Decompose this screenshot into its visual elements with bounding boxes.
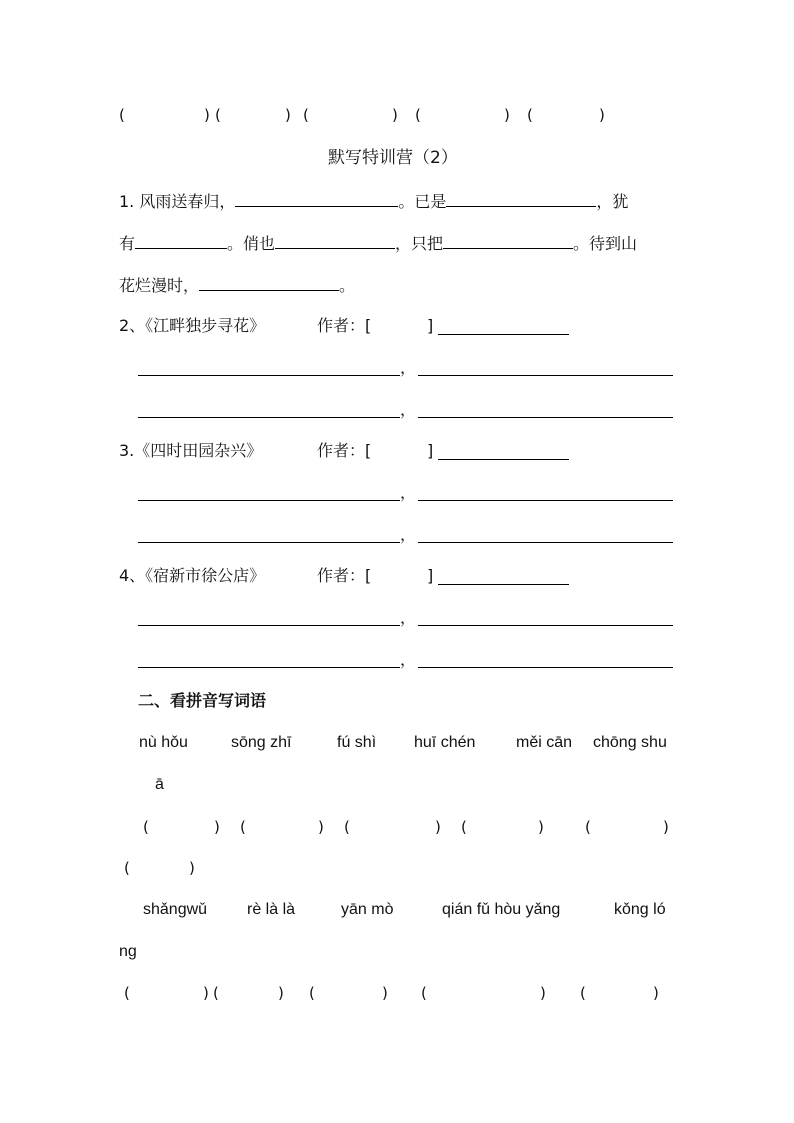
paren-close: ) [599,106,605,124]
paren-open: ( [213,984,219,1002]
pinyin-word: rè là là [247,901,296,918]
q1-line-1 [119,190,628,212]
verse-answer-line[interactable] [138,500,400,501]
paren-open: ( [240,818,246,836]
comma: ， [400,650,417,669]
verse-answer-line[interactable] [418,417,673,418]
answer-blank[interactable] [135,232,227,249]
verse-answer-line[interactable] [418,625,673,626]
verse-answer-line[interactable] [138,625,400,626]
pinyin-word: huī chén [414,734,476,751]
verse-answer-line[interactable] [418,667,673,668]
q1-text: 。待到山 [573,234,638,253]
comma: ， [400,608,417,627]
q1-text: 花烂漫时， [119,276,200,295]
verse-answer-line[interactable] [138,417,400,418]
paren-close: ) [189,859,195,877]
paren-close: ) [204,106,210,124]
paren-open: ( [303,106,309,124]
paren-open: ( [215,106,221,124]
author-answer-line[interactable] [438,584,569,585]
paren-close: ) [285,106,291,124]
answer-blank[interactable] [446,190,596,207]
paren-close: ) [382,984,388,1002]
author-answer-line[interactable] [438,459,569,460]
paren-close: ) [663,818,669,836]
q1-line-3 [119,274,355,296]
poem-title: 4、《宿新市徐公店》 [119,566,266,585]
q1-text: 有 [119,234,136,253]
answer-blank[interactable] [199,274,339,291]
verse-answer-line[interactable] [138,375,400,376]
pinyin-word: nù hǒu [139,734,188,751]
comma: ， [400,358,417,377]
q1-text: 。 [339,276,356,295]
paren-close: ) [504,106,510,124]
answer-blank[interactable] [443,232,573,249]
author-bracket-close: ] [427,316,434,335]
q1-text: ，只把 [395,234,444,253]
paren-open: ( [124,984,130,1002]
verse-answer-line[interactable] [418,542,673,543]
paren-open: ( [143,818,149,836]
author-label: 作者：[ [317,441,372,460]
author-label: 作者：[ [317,566,372,585]
q1-text: 1. 风雨送春归， [119,192,236,211]
author-bracket-close: ] [427,566,434,585]
paren-close: ) [214,818,220,836]
paren-close: ) [203,984,209,1002]
paren-open: ( [344,818,350,836]
paren-close: ) [318,818,324,836]
q1-text: 。已是 [398,192,447,211]
answer-blank[interactable] [235,190,398,207]
author-label: 作者：[ [317,316,372,335]
paren-open: ( [527,106,533,124]
poem-title: 3.《四时田园杂兴》 [119,441,263,460]
pinyin-word: fú shì [337,734,377,751]
comma: ， [400,400,417,419]
pinyin-word: ā [155,776,164,793]
q1-text: ，犹 [596,192,629,211]
comma: ， [400,483,417,502]
verse-answer-line[interactable] [138,667,400,668]
answer-blank[interactable] [275,232,395,249]
paren-open: ( [585,818,591,836]
pinyin-word: měi cān [516,734,573,751]
paren-open: ( [309,984,315,1002]
author-bracket-close: ] [427,441,434,460]
section-heading: 二、看拼音写词语 [138,691,267,710]
paren-open: ( [415,106,421,124]
pinyin-word: yān mò [341,901,394,918]
pinyin-word: sōng zhī [231,734,292,751]
q1-text: 。俏也 [227,234,276,253]
pinyin-word: ng [119,943,137,960]
verse-answer-line[interactable] [418,500,673,501]
paren-open: ( [580,984,586,1002]
paren-open: ( [119,106,125,124]
paren-open: ( [461,818,467,836]
pinyin-word: chōng shu [593,734,667,751]
paren-close: ) [540,984,546,1002]
poem-title: 2、《江畔独步寻花》 [119,316,266,335]
paren-close: ) [653,984,659,1002]
author-answer-line[interactable] [438,334,569,335]
pinyin-word: shǎngwǔ [143,901,208,918]
paren-close: ) [435,818,441,836]
page-title: 默写特训营（2） [328,148,458,168]
verse-answer-line[interactable] [138,542,400,543]
comma: ， [400,525,417,544]
pinyin-word: kǒng ló [614,901,666,918]
paren-open: ( [124,859,130,877]
pinyin-word: qián fǔ hòu yǎng [442,901,561,918]
paren-close: ) [538,818,544,836]
paren-open: ( [421,984,427,1002]
q1-line-2 [119,232,637,254]
paren-close: ) [278,984,284,1002]
paren-close: ) [392,106,398,124]
verse-answer-line[interactable] [418,375,673,376]
